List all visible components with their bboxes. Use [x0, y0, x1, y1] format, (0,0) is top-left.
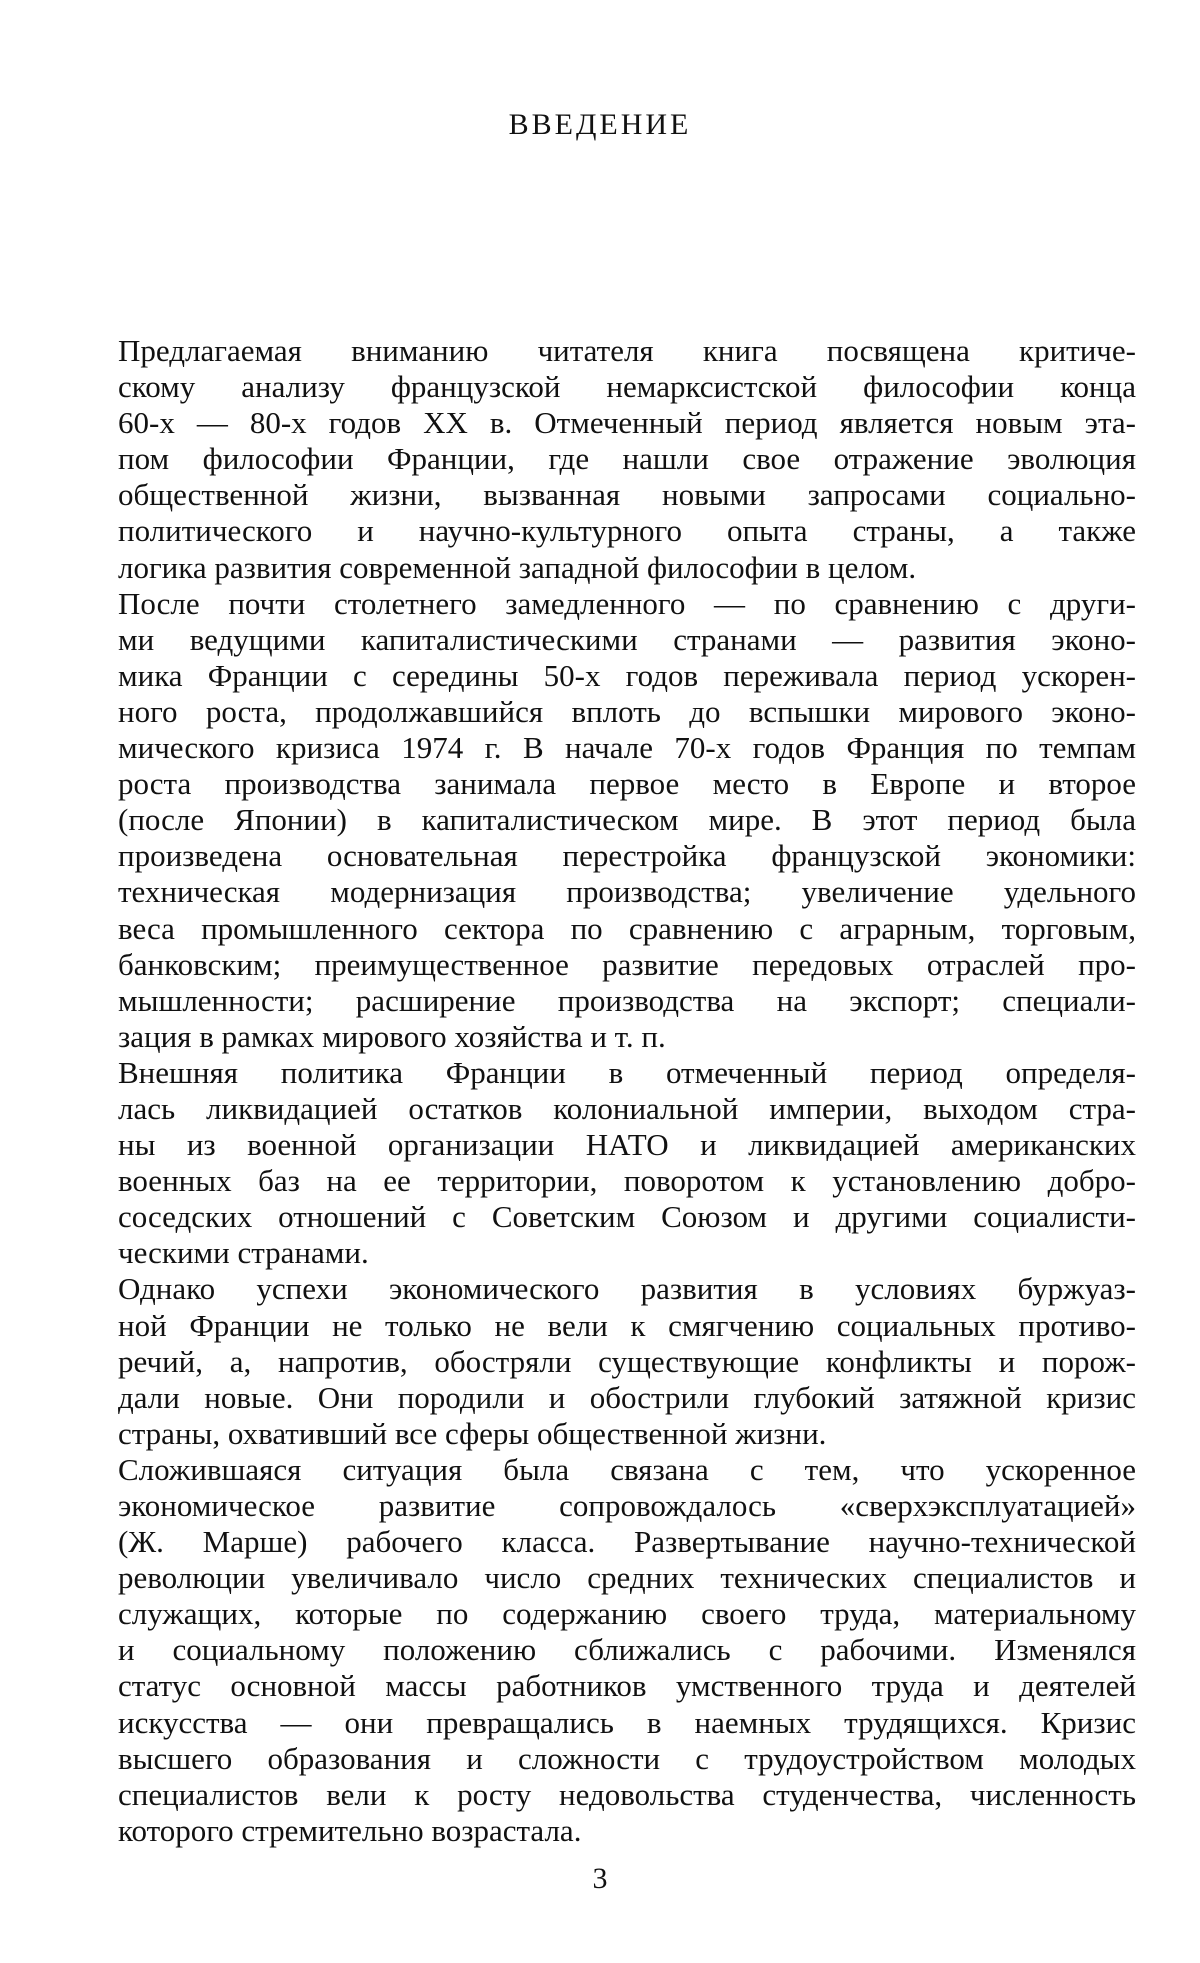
text-line: военных баз на ее территории, поворотом к установлению добро-	[118, 1163, 1136, 1199]
paragraph	[118, 586, 1136, 1055]
text-line: логика развития современной западной философии в целом.	[118, 549, 917, 585]
text-line: пом философии Франции, где нашли свое отражение эволюция	[118, 441, 1136, 477]
body-text	[118, 333, 1136, 1849]
text-line: (после Японии) в капиталистическом мире. В этот период была	[118, 802, 1136, 838]
paragraph	[118, 1452, 1136, 1849]
text-line: Внешняя политика Франции в отмеченный период определя-	[118, 1054, 1136, 1090]
text-line: лась ликвидацией остатков колониальной империи, выходом стра-	[118, 1090, 1136, 1126]
text-line: высшего образования и сложности с трудоустройством молодых	[118, 1740, 1136, 1776]
text-line: скому анализу французской немарксистской философии конца	[118, 369, 1136, 405]
text-line: техническая модернизация производства; увеличение удельного	[118, 874, 1136, 910]
text-line: искусства — они превращались в наемных трудящихся. Кризис	[118, 1704, 1136, 1740]
paragraph	[118, 333, 1136, 586]
text-line: служащих, которые по содержанию своего труда, материальному	[118, 1596, 1136, 1632]
text-line: произведена основательная перестройка французской экономики:	[118, 838, 1136, 874]
text-line: революции увеличивало число средних технических специалистов и	[118, 1560, 1136, 1596]
text-line: зация в рамках мирового хозяйства и т. п.	[118, 1018, 666, 1054]
text-line: дали новые. Они породили и обострили глубокий затяжной кризис	[118, 1379, 1136, 1415]
text-line: которого стремительно возрастала.	[118, 1812, 582, 1848]
text-line: ми ведущими капиталистическими странами — развития эконо-	[118, 621, 1136, 657]
text-line: веса промышленного сектора по сравнению с аграрным, торговым,	[118, 910, 1136, 946]
text-line: Однако успехи экономического развития в условиях буржуаз-	[118, 1271, 1136, 1307]
text-line: речий, а, напротив, обостряли существующие конфликты и порож-	[118, 1343, 1136, 1379]
text-line: экономическое развитие сопровождалось «сверхэксплуатацией»	[118, 1488, 1136, 1523]
text-line: 60-х — 80-х годов XX в. Отмеченный период является новым эта-	[118, 405, 1136, 441]
paragraph	[118, 1271, 1136, 1451]
text-line: и социальному положению сближались с рабочими. Изменялся	[118, 1632, 1136, 1668]
text-line: ного роста, продолжавшийся вплоть до вспышки мирового эконо-	[118, 693, 1136, 729]
text-line: страны, охвативший все сферы общественной жизни.	[118, 1415, 827, 1451]
text-line: После почти столетнего замедленного — по сравнению с други-	[118, 585, 1136, 621]
chapter-heading: ВВЕДЕНИЕ	[508, 108, 692, 142]
text-line: политического и научно-культурного опыта страны, а также	[118, 513, 1136, 549]
text-line: мика Франции с середины 50-х годов переживала период ускорен-	[118, 657, 1136, 693]
text-line: ческими странами.	[118, 1235, 369, 1271]
text-line: специалистов вели к росту недовольства студенчества, численность	[118, 1776, 1136, 1812]
text-line: ной Франции не только не вели к смягчению социальных противо-	[118, 1307, 1136, 1343]
text-line: мышленности; расширение производства на экспорт; специали-	[118, 982, 1136, 1018]
text-line: Сложившаяся ситуация была связана с тем, что ускоренное	[118, 1451, 1136, 1487]
text-line: соседских отношений с Советским Союзом и другими социалисти-	[118, 1199, 1136, 1235]
text-line: ны из военной организации НАТО и ликвидацией американских	[118, 1127, 1136, 1163]
text-line: Предлагаемая вниманию читателя книга посвящена критиче-	[118, 333, 1136, 368]
text-line: мического кризиса 1974 г. В начале 70-х годов Франция по темпам	[118, 730, 1136, 766]
paragraph	[118, 1055, 1136, 1272]
text-line: банковским; преимущественное развитие передовых отраслей про-	[118, 946, 1136, 982]
text-line: статус основной массы работников умственного труда и деятелей	[118, 1668, 1136, 1704]
text-line: общественной жизни, вызванная новыми запросами социально-	[118, 477, 1136, 513]
text-line: роста производства занимала первое место в Европе и второе	[118, 766, 1136, 802]
text-line: (Ж. Марше) рабочего класса. Развертывание научно-технической	[118, 1524, 1136, 1560]
page-number: 3	[592, 1862, 608, 1895]
